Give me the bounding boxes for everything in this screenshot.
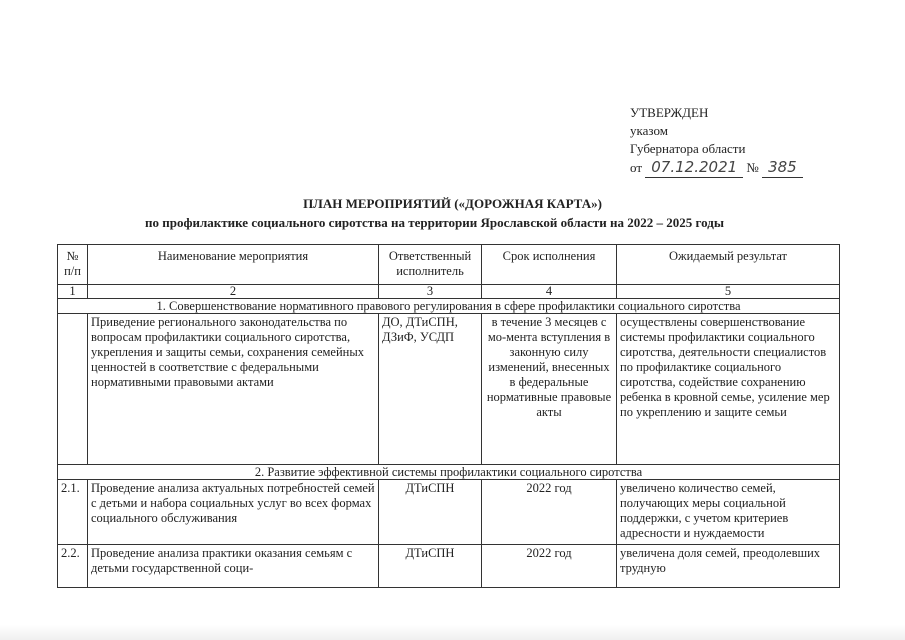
table-row <box>58 314 840 465</box>
column-number-row <box>58 285 840 299</box>
date-prefix: от <box>630 160 643 175</box>
column-number: 5 <box>617 285 840 299</box>
column-number: 2 <box>88 285 379 299</box>
number-prefix: № <box>746 160 759 175</box>
approval-line-approved: УТВЕРЖДЕН <box>630 105 709 120</box>
document-subtitle: по профилактике социального сиротства на территории Ярославской области на 2022 – 2025 годы <box>145 215 724 230</box>
approval-line-decree: указом <box>630 123 668 138</box>
column-number: 3 <box>379 285 482 299</box>
table-row <box>58 545 840 588</box>
row-executor: ДО, ДТиСПН, ДЗиФ, УСДП <box>379 314 482 465</box>
table-header-row <box>58 245 840 285</box>
document-title: ПЛАН МЕРОПРИЯТИЙ («ДОРОЖНАЯ КАРТА») <box>303 196 602 211</box>
row-num <box>58 314 88 465</box>
section-1-title: 1. Совершенствование нормативного правового регулирования в сфере профилактики социального сиротства <box>58 299 840 314</box>
row-executor: ДТиСПН <box>379 480 482 545</box>
number-field <box>762 158 803 178</box>
column-number: 4 <box>482 285 617 299</box>
approval-line-governor: Губернатора области <box>630 141 746 156</box>
scan-edge <box>0 625 905 640</box>
handwritten-date: 07.12.2021 <box>651 158 738 176</box>
approval-stamp <box>630 104 803 178</box>
row-term: в течение 3 месяцев с мо-мента вступления в законную силу изменений, внесенных в федеральные нормативные правовые акты <box>482 314 617 465</box>
row-term: 2022 год <box>482 480 617 545</box>
section-row <box>58 465 840 480</box>
row-name: Проведение анализа актуальных потребностей семей с детьми и набора социальных услуг во всех формах социального обслуживания <box>88 480 379 545</box>
row-result: увеличена доля семей, преодолевших трудную <box>617 545 840 588</box>
row-num: 2.1. <box>58 480 88 545</box>
header-result: Ожидаемый результат <box>617 245 840 285</box>
row-term: 2022 год <box>482 545 617 588</box>
section-2-title: 2. Развитие эффективной системы профилактики социального сиротства <box>58 465 840 480</box>
handwritten-number: 385 <box>768 158 797 176</box>
header-executor: Ответственный исполнитель <box>379 245 482 285</box>
date-field <box>645 158 743 178</box>
column-number: 1 <box>58 285 88 299</box>
header-term: Срок исполнения <box>482 245 617 285</box>
approval-date-line <box>630 158 803 178</box>
row-name: Проведение анализа практики оказания семьям с детьми государственной соци- <box>88 545 379 588</box>
row-num: 2.2. <box>58 545 88 588</box>
plan-table <box>57 244 840 588</box>
row-name: Приведение регионального законодательства по вопросам профилактики социального сиротства, укрепления и защиты семьи, сохранения семейных ценностей в соответствие с федеральными нормативными правовыми актами <box>88 314 379 465</box>
section-row <box>58 299 840 314</box>
header-num: № п/п <box>58 245 88 285</box>
table-row <box>58 480 840 545</box>
row-result: увеличено количество семей, получающих меры социальной поддержки, с учетом критериев адресности и нуждаемости <box>617 480 840 545</box>
header-name: Наименование мероприятия <box>88 245 379 285</box>
row-executor: ДТиСПН <box>379 545 482 588</box>
row-result: осуществлены совершенствование системы профилактики социального сиротства, деятельности специалистов по профилактике социального сиротства, содействие сохранению ребенка в кровной семье, усиление мер по укреплению и защите семьи <box>617 314 840 465</box>
